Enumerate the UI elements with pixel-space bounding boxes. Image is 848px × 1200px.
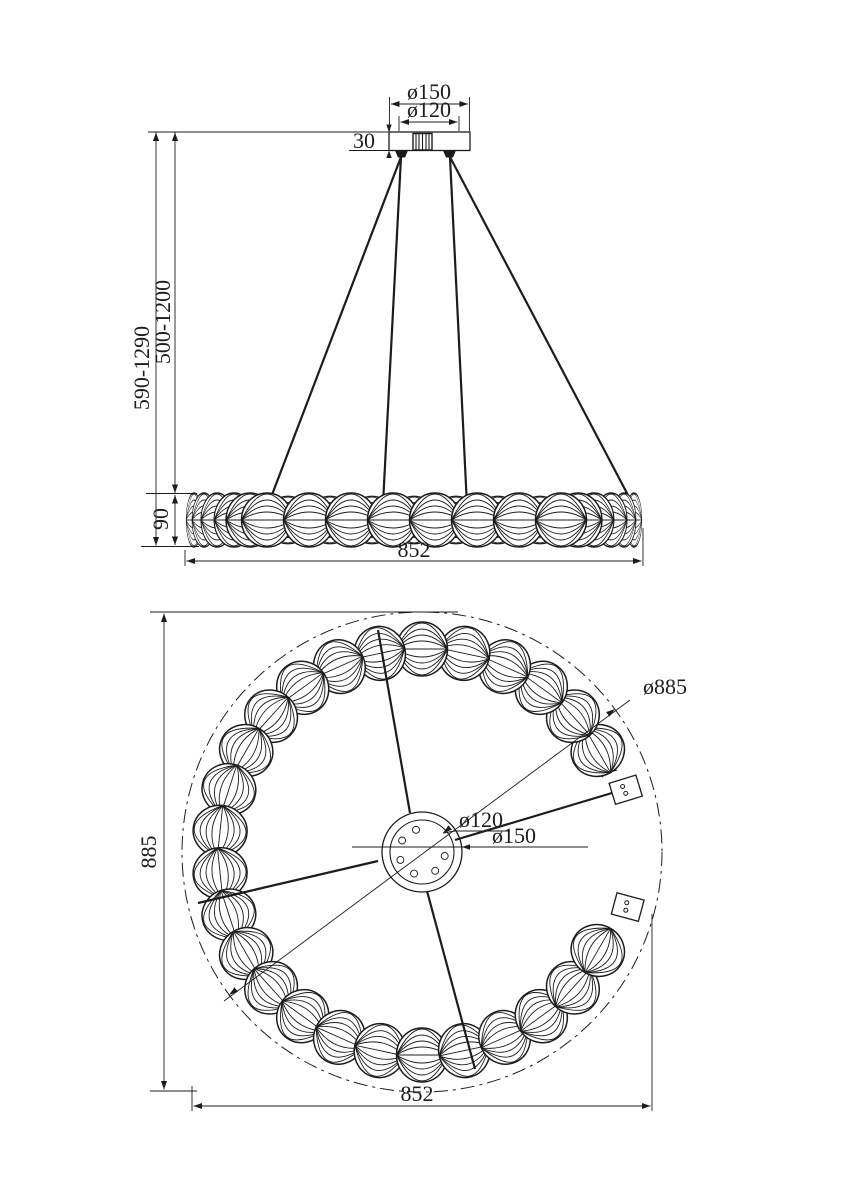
dim-label-hub-diameter: ø150 [492, 823, 536, 848]
dim-canopy-plate-diameter [399, 97, 459, 131]
dim-label-overall-drop: 590-1290 [129, 325, 154, 411]
dim-label-overall-depth: 885 [136, 835, 161, 869]
dim-label-ring-height: 90 [148, 508, 173, 530]
dim-cable-drop [150, 133, 175, 494]
dim-label-outer-diameter: ø885 [643, 674, 687, 699]
dim-label-hub-plate-diameter: ø120 [459, 807, 503, 832]
side-view [129, 79, 643, 566]
dim-label-ring-width-plan: 852 [400, 1081, 434, 1106]
cable-anchor-right [443, 151, 456, 158]
dim-label-ring-width-side: 852 [397, 537, 431, 562]
end-plate [611, 893, 644, 921]
dim-label-canopy-diameter: ø150 [407, 79, 451, 104]
plan-view [136, 612, 687, 1111]
canopy-hub-plan [382, 812, 462, 892]
canopy [389, 132, 470, 158]
cable-anchor-left [395, 151, 408, 158]
dim-label-cable-drop: 500-1200 [150, 279, 175, 365]
cable-gland-icon [413, 134, 432, 151]
dim-canopy-height [349, 125, 392, 159]
end-plate [609, 775, 642, 804]
suspension-cables [270, 157, 629, 506]
dim-label-canopy-height: 30 [353, 128, 375, 153]
dim-label-canopy-plate-diameter: ø120 [407, 97, 451, 122]
